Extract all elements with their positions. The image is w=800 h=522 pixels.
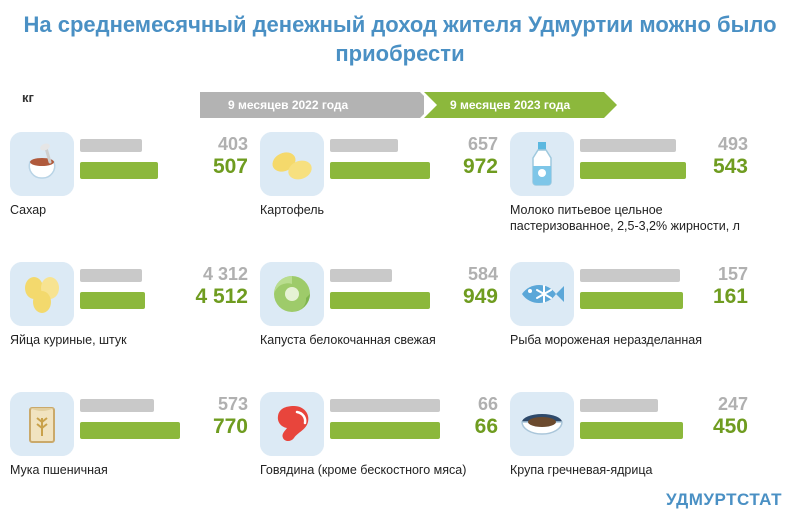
- potato-icon: [260, 132, 324, 196]
- value-new: 450: [712, 415, 748, 438]
- bar-old-wrap: [80, 136, 248, 154]
- bars: [330, 396, 498, 448]
- bar-new: [330, 422, 440, 439]
- item-label: Яйца куриные, штук: [10, 333, 127, 347]
- bars: [80, 266, 248, 318]
- item-label: Рыба мороженая неразделанная: [510, 333, 703, 347]
- bar-new-wrap: [330, 155, 498, 180]
- bar-old-wrap: [80, 266, 248, 284]
- value-old: 66: [477, 394, 498, 414]
- value-old: 403: [217, 134, 248, 154]
- chart-item-beef: [260, 392, 500, 514]
- bars: [330, 266, 498, 318]
- bar-old: [330, 269, 392, 282]
- flour-bag-icon: [10, 392, 74, 456]
- legend-item-2022: [200, 92, 420, 118]
- organization-logo: УДМУРТСТАТ: [665, 490, 782, 509]
- chart-row: [0, 132, 800, 254]
- bars: [580, 266, 748, 318]
- bars: [80, 396, 248, 448]
- bar-new: [330, 162, 430, 179]
- bar-new-wrap: [580, 415, 748, 440]
- bar-old: [580, 139, 676, 152]
- bar-new-wrap: [330, 415, 498, 440]
- page-title: На среднемесячный денежный доход жителя Удмуртии можно было приобрести: [23, 12, 777, 66]
- item-label: Крупа гречневая-ядрица: [510, 463, 653, 477]
- value-old: 573: [217, 394, 248, 414]
- item-label: Молоко питьевое цельное пастеризованное, 2,5-3,2% жирности, л: [510, 203, 740, 233]
- bar-old: [80, 139, 142, 152]
- bar-new: [330, 292, 430, 309]
- value-new: 770: [212, 415, 248, 438]
- chart-item-flour: [10, 392, 250, 514]
- chart-grid: [0, 132, 800, 522]
- sugar-bowl-icon: [10, 132, 74, 196]
- bar-old-wrap: [580, 266, 748, 284]
- bar-new-wrap: [580, 285, 748, 310]
- legend-label-2022: 9 месяцев 2022 года: [228, 98, 349, 112]
- bar-new-wrap: [80, 285, 248, 310]
- frozen-fish-icon: [510, 262, 574, 326]
- unit-label: кг: [22, 90, 34, 105]
- value-new: 4 512: [195, 285, 248, 308]
- value-new: 949: [462, 285, 498, 308]
- eggs-icon: [10, 262, 74, 326]
- bars: [80, 136, 248, 188]
- bar-new-wrap: [80, 155, 248, 180]
- bar-old-wrap: [330, 266, 498, 284]
- bar-new: [580, 162, 686, 179]
- bar-new: [580, 292, 683, 309]
- value-old: 157: [717, 264, 748, 284]
- bars: [330, 136, 498, 188]
- value-new: 507: [212, 155, 248, 178]
- cabbage-icon: [260, 262, 324, 326]
- chart-item-milk: [510, 132, 750, 254]
- chart-row: [0, 262, 800, 384]
- chart-item-cabbage: [260, 262, 500, 384]
- bar-old-wrap: [330, 396, 498, 414]
- item-label: Говядина (кроме бескостного мяса): [260, 463, 467, 477]
- bar-old: [330, 399, 440, 412]
- legend: [200, 92, 604, 118]
- item-label: Капуста белокочанная свежая: [260, 333, 436, 347]
- bar-new: [80, 422, 180, 439]
- value-old: 4 312: [202, 264, 248, 284]
- bar-old: [580, 399, 658, 412]
- value-new: 66: [474, 415, 498, 438]
- bar-old: [330, 139, 398, 152]
- bar-new: [580, 422, 683, 439]
- bar-new-wrap: [330, 285, 498, 310]
- value-old: 247: [717, 394, 748, 414]
- value-old: 657: [467, 134, 498, 154]
- item-label: Сахар: [10, 203, 47, 217]
- item-label: Картофель: [260, 203, 325, 217]
- value-old: 584: [467, 264, 498, 284]
- bar-old: [580, 269, 680, 282]
- value-new: 543: [712, 155, 748, 178]
- bar-old-wrap: [330, 136, 498, 154]
- legend-label-2023: 9 месяцев 2023 года: [450, 98, 571, 112]
- value-new: 161: [712, 285, 748, 308]
- bars: [580, 396, 748, 448]
- value-new: 972: [462, 155, 498, 178]
- beef-icon: [260, 392, 324, 456]
- chart-item-potato: [260, 132, 500, 254]
- bars: [580, 136, 748, 188]
- bar-new-wrap: [580, 155, 748, 180]
- buckwheat-bowl-icon: [510, 392, 574, 456]
- bar-new: [80, 292, 145, 309]
- chart-item-fish: [510, 262, 750, 384]
- bar-new: [80, 162, 158, 179]
- bar-old-wrap: [80, 396, 248, 414]
- chart-item-eggs: [10, 262, 250, 384]
- item-label: Мука пшеничная: [10, 463, 108, 477]
- legend-item-2023: [424, 92, 604, 118]
- value-old: 493: [717, 134, 748, 154]
- bar-old-wrap: [580, 396, 748, 414]
- chart-item-sugar: [10, 132, 250, 254]
- bar-new-wrap: [80, 415, 248, 440]
- bar-old-wrap: [580, 136, 748, 154]
- milk-bottle-icon: [510, 132, 574, 196]
- bar-old: [80, 269, 142, 282]
- bar-old: [80, 399, 154, 412]
